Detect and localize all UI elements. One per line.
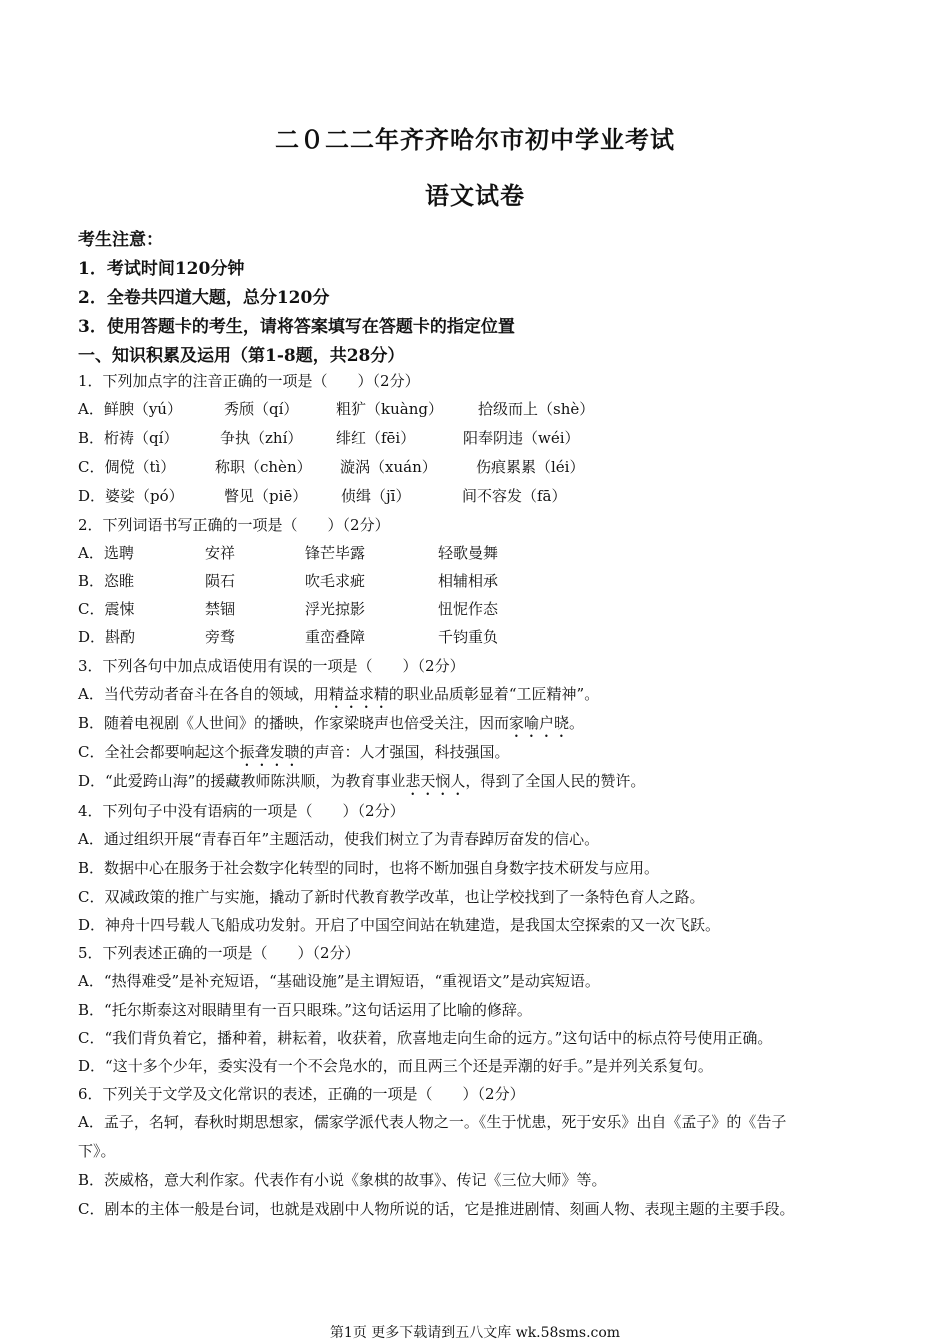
- option-text: 。: [569, 714, 585, 732]
- section-heading: 一、知识积累及运用（第1-8题，共28分）: [78, 346, 405, 366]
- option-cell: 漩涡（xuán）: [340, 458, 437, 476]
- dotted-idiom: 家喻户晓: [509, 714, 570, 732]
- option-cell: 忸怩作态: [438, 600, 499, 618]
- option-line: B．数据中心在服务于社会数字化转型的同时，也将不断加强自身数字技术研发与应用。: [78, 859, 660, 877]
- question-stem: 4．下列句子中没有语病的一项是（ ）（2分）: [78, 802, 405, 820]
- option-cell: 拾级而上（shè）: [478, 400, 595, 418]
- option-cell: 禁锢: [205, 600, 236, 618]
- option-cell: 重峦叠障: [305, 628, 366, 646]
- option-line: 下》。: [78, 1142, 116, 1160]
- option-cell: 锋芒毕露: [305, 544, 366, 562]
- option-text: 的职业品质彰显着“工匠精神”。: [388, 685, 600, 703]
- option-line: C．剧本的主体一般是台词，也就是戏剧中人物所说的话，它是推进剧情、刻画人物、表现主题的主要手段。: [78, 1200, 795, 1218]
- option-line: [78, 741, 510, 770]
- option-cell: 间不容发（fā）: [462, 487, 567, 505]
- option-line: C．双减政策的推广与实施，撬动了新时代教育教学改革，也让学校找到了一条特色育人之路。: [78, 888, 705, 906]
- option-cell: 瞥见（piē）: [224, 487, 308, 505]
- option-cell: C．震悚: [78, 600, 135, 618]
- dotted-idiom: 悲天悯人: [405, 772, 466, 790]
- option-cell: 绯红（fēi）: [336, 429, 416, 447]
- option-cell: 伤痕累累（léi）: [476, 458, 585, 476]
- notice-heading: 考生注意：: [78, 230, 163, 250]
- option-line: A．“热得难受”是补充短语，“基础设施”是主谓短语，“重视语文”是动宾短语。: [78, 972, 600, 990]
- option-text: ，得到了全国人民的赞许。: [465, 772, 646, 790]
- option-cell: 吹毛求疵: [305, 572, 366, 590]
- option-line: A．孟子，名轲，春秋时期思想家，儒家学派代表人物之一。《生于忧患，死于安乐》出自《孟子》的《告子: [78, 1113, 787, 1131]
- option-cell: D．斟酌: [78, 628, 136, 646]
- option-text: B．随着电视剧《人世间》的播映，作家梁晓声也倍受关注，因而: [78, 714, 510, 732]
- option-cell: 称职（chèn）: [215, 458, 312, 476]
- option-cell: 旁骛: [205, 628, 236, 646]
- option-line: B．“托尔斯泰这对眼睛里有一百只眼珠。”这句话运用了比喻的修辞。: [78, 1001, 532, 1019]
- option-cell: 相辅相承: [438, 572, 499, 590]
- option-cell: 粗犷（kuàng）: [336, 400, 443, 418]
- option-cell: 陨石: [205, 572, 236, 590]
- option-cell: 千钧重负: [438, 628, 499, 646]
- option-cell: 秀颀（qí）: [224, 400, 299, 418]
- option-text: 的声音：人才强国，科技强国。: [299, 743, 510, 761]
- option-cell: C．倜傥（tì）: [78, 458, 176, 476]
- question-stem: 5．下列表述正确的一项是（ ）（2分）: [78, 944, 360, 962]
- question-stem: 1．下列加点字的注音正确的一项是（ ）（2分）: [78, 372, 420, 390]
- option-line: [78, 712, 584, 741]
- option-line: A．通过组织开展“青春百年”主题活动，使我们树立了为青春踔厉奋发的信心。: [78, 830, 600, 848]
- notice-item: 1．考试时间120分钟: [78, 259, 245, 279]
- option-cell: A．鲜腴（yú）: [78, 400, 182, 418]
- option-cell: B．桁祷（qí）: [78, 429, 179, 447]
- option-line: D．“这十多个少年，委实没有一个不会凫水的，而且两三个还是弄潮的好手。”是并列关系复句。: [78, 1057, 713, 1075]
- option-line: B．茨威格，意大利作家。代表作有小说《象棋的故事》、传记《三位大师》等。: [78, 1171, 607, 1189]
- option-cell: 阳奉阴违（wéi）: [463, 429, 580, 447]
- option-cell: 安祥: [205, 544, 236, 562]
- question-stem: 6．下列关于文学及文化常识的表述，正确的一项是（ ）（2分）: [78, 1085, 525, 1103]
- notice-item: 2．全卷共四道大题，总分120分: [78, 288, 330, 308]
- question-stem: 3．下列各句中加点成语使用有误的一项是（ ）（2分）: [78, 657, 465, 675]
- page-footer: 第1页 更多下载请到五八文库 wk.58sms.com: [329, 1325, 621, 1341]
- option-cell: D．婆娑（pó）: [78, 487, 184, 505]
- exam-title: 二０二二年齐齐哈尔市初中学业考试: [275, 125, 675, 154]
- notice-item: 3．使用答题卡的考生，请将答案填写在答题卡的指定位置: [78, 317, 515, 337]
- option-cell: 争执（zhí）: [220, 429, 303, 447]
- option-text: C．全社会都要响起这个: [78, 743, 240, 761]
- question-stem: 2．下列词语书写正确的一项是（ ）（2分）: [78, 516, 390, 534]
- option-cell: 轻歌曼舞: [438, 544, 499, 562]
- option-text: A．当代劳动者奋斗在各自的领域，用: [78, 685, 329, 703]
- option-cell: 浮光掠影: [305, 600, 366, 618]
- dotted-idiom: 振聋发聩: [239, 743, 300, 761]
- dotted-idiom: 精益求精: [328, 685, 389, 703]
- option-line: [78, 683, 599, 712]
- option-line: C．“我们背负着它，播种着，耕耘着，收获着，欣喜地走向生命的远方。”这句话中的标点符号使用正确。: [78, 1029, 773, 1047]
- option-cell: 侦缉（jī）: [341, 487, 411, 505]
- option-cell: A．选聘: [78, 544, 134, 562]
- exam-subtitle: 语文试卷: [425, 181, 525, 210]
- option-cell: B．恣睢: [78, 572, 135, 590]
- option-line: [78, 770, 645, 799]
- option-text: D．“此爱跨山海”的援藏教师陈洪顺，为教育事业: [78, 772, 406, 790]
- option-line: D．神舟十四号载人飞船成功发射。开启了中国空间站在轨建造，是我国太空探索的又一次飞跃。: [78, 916, 721, 934]
